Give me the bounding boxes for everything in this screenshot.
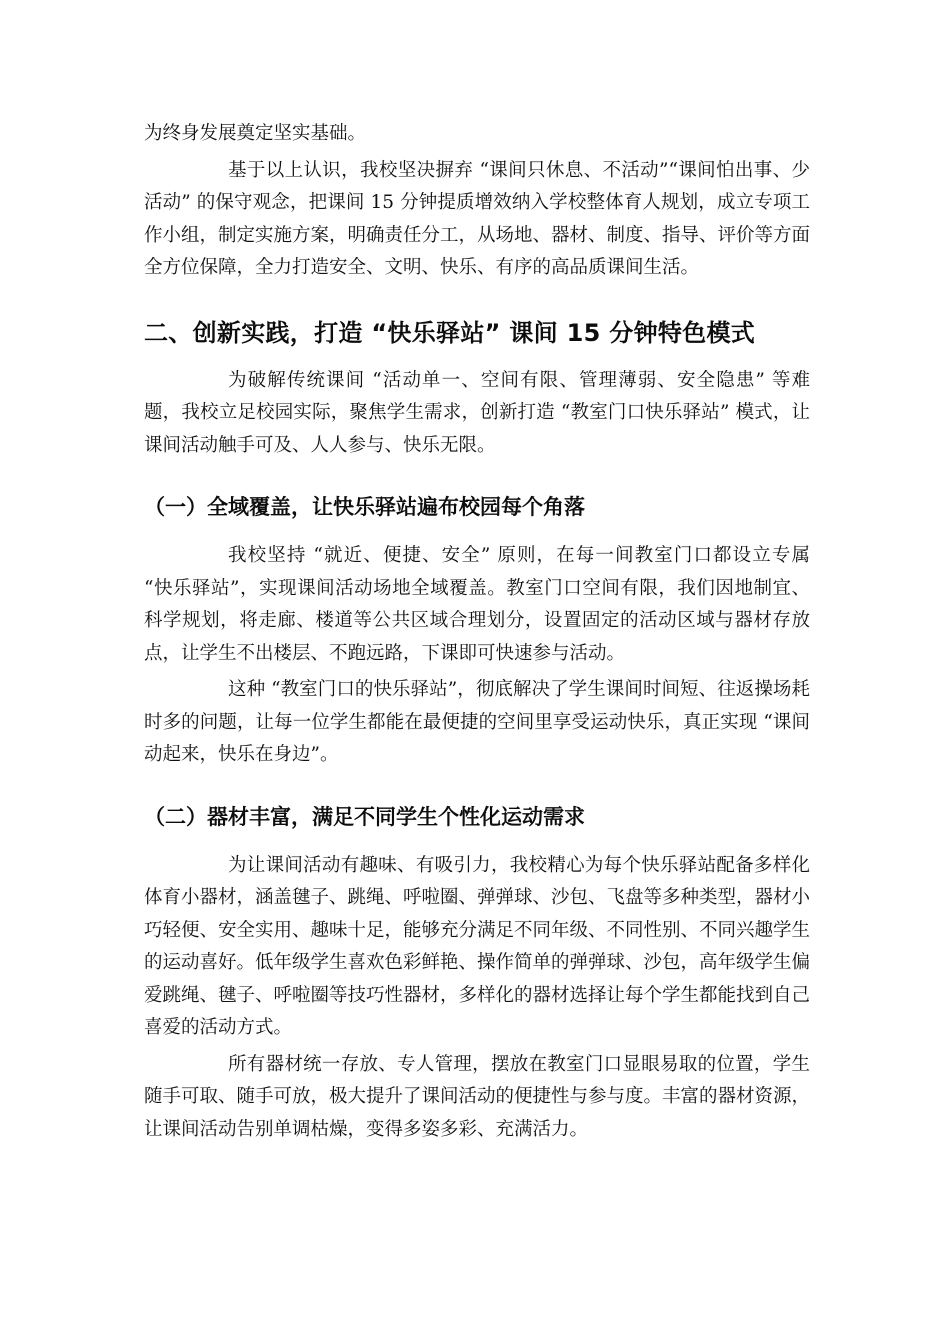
section-heading-innovation: 二、创新实践，打造 “快乐驿站” 课间 15 分钟特色模式 xyxy=(144,318,756,347)
document-body xyxy=(144,118,810,1146)
subheading-rich-equipment: （二）器材丰富，满足不同学生个性化运动需求 xyxy=(144,804,585,829)
paragraph-understanding: 基于以上认识，我校坚决摒弃 “课间只休息、不活动”“课间怕出事、少活动” 的保守观念，把课间 15 分钟提质增效纳入学校整体育人规划，成立专项工作小组，制定实施方案，明确责任分工，从场地、器材、制度、指导、评价等方面全方位保障，全力打造安全、文明、快乐、有序的高品质课间生活。 xyxy=(144,159,811,278)
paragraph-continuation: 为终身发展奠定坚实基础。 xyxy=(144,123,367,144)
subheading-full-coverage: （一）全域覆盖，让快乐驿站遍布校园每个角落 xyxy=(144,495,585,519)
paragraph-coverage-effect: 这种 “教室门口的快乐驿站”，彻底解决了学生课间时间短、往返操场耗时多的问题，让每一位学生都能在最便捷的空间里享受运动快乐，真正实现 “课间动起来，快乐在身边”。 xyxy=(144,679,810,765)
paragraph-equipment-management: 所有器材统一存放、专人管理，摆放在教室门口显眼易取的位置，学生随手可取、随手可放，极大提升了课间活动的便捷性与参与度。丰富的器材资源，让课间活动告别单调枯燥，变得多姿多彩、充满活力。 xyxy=(144,1053,811,1140)
paragraph-coverage-principle: 我校坚持 “就近、便捷、安全” 原则，在每一间教室门口都设立专属 “快乐驿站”，实现课间活动场地全域覆盖。教室门口空间有限，我们因地制宜、科学规划，将走廊、楼道等公共区域合理划分，设置固定的活动区域与器材存放点，让学生不出楼层、不跑远路，下课即可快速参与活动。 xyxy=(144,545,810,664)
paragraph-innovation-intro: 为破解传统课间 “活动单一、空间有限、管理薄弱、安全隐患” 等难题，我校立足校园实际，聚焦学生需求，创新打造 “教室门口快乐驿站” 模式，让课间活动触手可及、人人参与、快乐无限。 xyxy=(144,369,810,456)
paragraph-equipment-variety: 为让课间活动有趣味、有吸引力，我校精心为每个快乐驿站配备多样化体育小器材，涵盖毽子、跳绳、呼啦圈、弹弹球、沙包、飞盘等多种类型，器材小巧轻便、安全实用、趣味十足，能够充分满足不同年级、不同性别、不同兴趣学生的运动喜好。低年级学生喜欢色彩鲜艳、操作简单的弹弹球、沙包，高年级学生偏爱跳绳、毽子、呼啦圈等技巧性器材，多样化的器材选择让每个学生都能找到自己喜爱的活动方式。 xyxy=(144,854,811,1038)
